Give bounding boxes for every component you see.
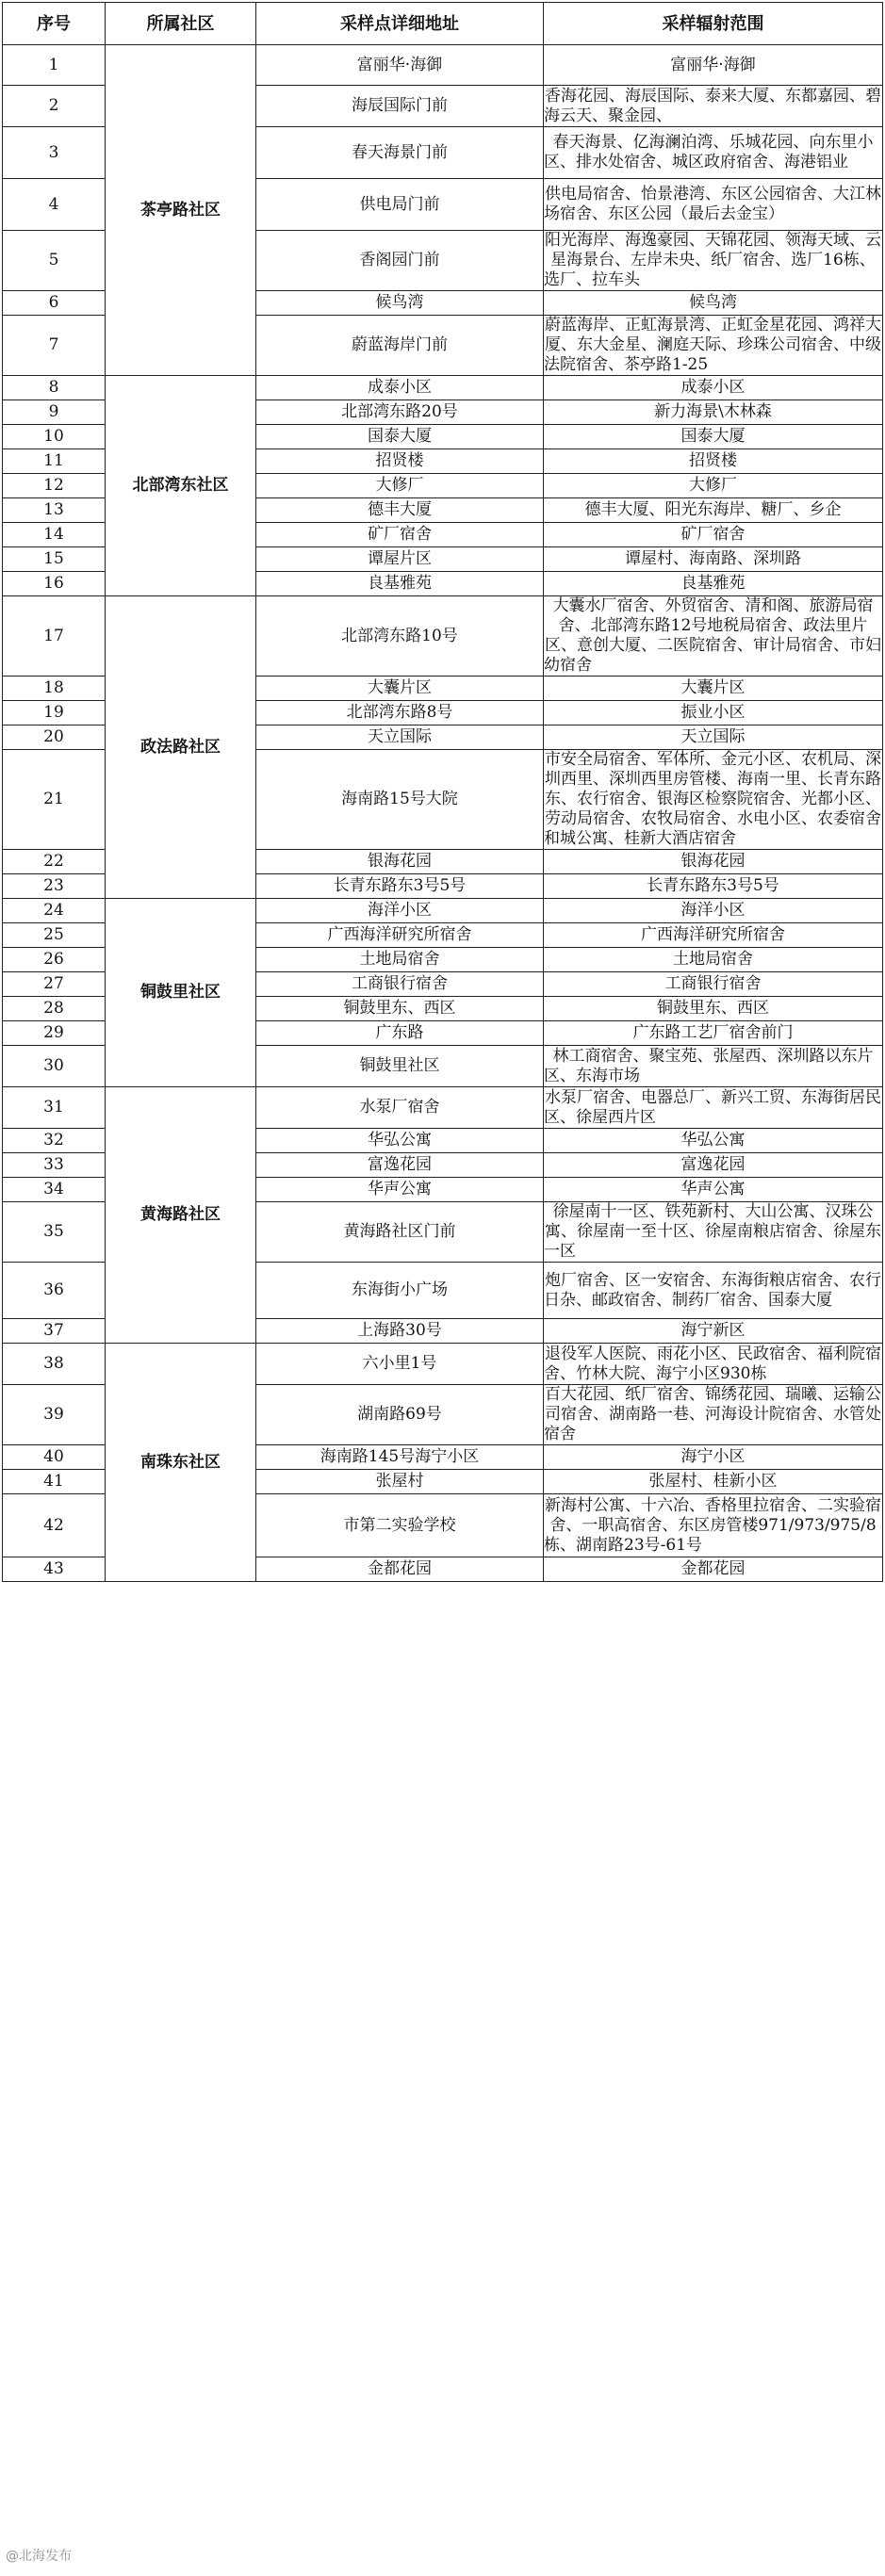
- area-cell: 华声公寓: [544, 1178, 883, 1202]
- row-index: 15: [3, 547, 106, 572]
- address-cell: 蔚蓝海岸门前: [256, 316, 544, 376]
- address-cell: 香阁园门前: [256, 231, 544, 291]
- row-index: 20: [3, 726, 106, 750]
- header-area: 采样辐射范围: [544, 3, 883, 45]
- area-cell: 谭屋村、海南路、深圳路: [544, 547, 883, 572]
- row-index: 31: [3, 1087, 106, 1129]
- address-cell: 国泰大厦: [256, 425, 544, 449]
- area-cell: 良基雅苑: [544, 572, 883, 596]
- row-index: 25: [3, 923, 106, 948]
- row-index: 21: [3, 750, 106, 850]
- row-index: 10: [3, 425, 106, 449]
- address-cell: 六小里1号: [256, 1344, 544, 1385]
- table-row: [3, 596, 883, 677]
- table-row: [3, 376, 883, 400]
- area-cell: 新力海景\木林森: [544, 400, 883, 425]
- row-index: 12: [3, 474, 106, 498]
- area-cell: 香海花园、海辰国际、泰来大厦、东都嘉园、碧海云天、聚金园、: [544, 86, 881, 125]
- address-cell: 谭屋片区: [256, 547, 544, 572]
- area-cell: 长青东路东3号5号: [544, 874, 883, 899]
- address-cell: 湖南路69号: [256, 1385, 544, 1445]
- address-cell: 招贤楼: [256, 449, 544, 474]
- row-index: 36: [3, 1263, 106, 1319]
- address-cell: 供电局门前: [256, 179, 544, 231]
- address-cell: 长青东路东3号5号: [256, 874, 544, 899]
- area-cell: 天立国际: [544, 726, 883, 750]
- area-cell: 华弘公寓: [544, 1129, 883, 1153]
- row-index: 38: [3, 1344, 106, 1385]
- header-address: 采样点详细地址: [256, 3, 544, 45]
- table-row: [3, 1087, 883, 1129]
- area-cell: 阳光海岸、海逸豪园、天锦花园、领海天域、云星海景台、左岸未央、纸厂宿舍、选厂16栋、选厂、拉车头: [544, 231, 881, 289]
- row-index: 13: [3, 498, 106, 523]
- address-cell: 海辰国际门前: [256, 86, 544, 127]
- address-cell: 广西海洋研究所宿舍: [256, 923, 544, 948]
- row-index: 29: [3, 1021, 106, 1046]
- row-index: 4: [3, 179, 106, 231]
- address-cell: 张屋村: [256, 1470, 544, 1494]
- community-cell: 黄海路社区: [106, 1087, 256, 1344]
- community-cell: 茶亭路社区: [106, 45, 256, 376]
- row-index: 3: [3, 127, 106, 179]
- row-index: 18: [3, 677, 106, 701]
- address-cell: 华弘公寓: [256, 1129, 544, 1153]
- address-cell: 北部湾东路20号: [256, 400, 544, 425]
- address-cell: 候鸟湾: [256, 291, 544, 316]
- address-cell: 华声公寓: [256, 1178, 544, 1202]
- row-index: 32: [3, 1129, 106, 1153]
- address-cell: 成泰小区: [256, 376, 544, 400]
- address-cell: 海南路145号海宁小区: [256, 1445, 544, 1470]
- row-index: 30: [3, 1046, 106, 1087]
- address-cell: 广东路: [256, 1021, 544, 1046]
- address-cell: 北部湾东路8号: [256, 701, 544, 726]
- row-index: 42: [3, 1494, 106, 1557]
- area-cell: 大囊水厂宿舍、外贸宿舍、清和阁、旅游局宿舍、北部湾东路12号地税局宿舍、政法里片区、意创大厦、二医院宿舍、审计局宿舍、市妇幼宿舍: [544, 596, 881, 675]
- address-cell: 良基雅苑: [256, 572, 544, 596]
- row-index: 6: [3, 291, 106, 316]
- address-cell: 海南路15号大院: [256, 750, 544, 850]
- area-cell: 土地局宿舍: [544, 948, 883, 972]
- area-cell: 退役军人医院、雨花小区、民政宿舍、福利院宿舍、竹林大院、海宁小区930栋: [544, 1344, 881, 1383]
- area-cell: 铜鼓里东、西区: [544, 997, 883, 1021]
- row-index: 7: [3, 316, 106, 376]
- area-cell: 矿厂宿舍: [544, 523, 883, 547]
- area-cell: 招贤楼: [544, 449, 883, 474]
- row-index: 11: [3, 449, 106, 474]
- row-index: 2: [3, 86, 106, 127]
- address-cell: 海洋小区: [256, 899, 544, 923]
- area-cell: 海宁小区: [544, 1445, 883, 1470]
- area-cell: 候鸟湾: [544, 291, 883, 316]
- address-cell: 工商银行宿舍: [256, 972, 544, 997]
- row-index: 23: [3, 874, 106, 899]
- row-index: 22: [3, 850, 106, 874]
- community-cell: 南珠东社区: [106, 1344, 256, 1582]
- area-cell: 海宁新区: [544, 1319, 883, 1344]
- area-cell: 大囊片区: [544, 677, 883, 701]
- area-cell: 新海村公寓、十六冶、香格里拉宿舍、二实验宿舍、一职高宿舍、东区房管楼971/973/975/8栋、湖南路23号-61号: [544, 1494, 883, 1557]
- address-cell: 铜鼓里东、西区: [256, 997, 544, 1021]
- address-cell: 富逸花园: [256, 1153, 544, 1178]
- area-cell: 百大花园、纸厂宿舍、锦绣花园、瑞曦、运输公司宿舍、湖南路一巷、河海设计院宿舍、水管处宿舍: [544, 1385, 881, 1443]
- row-index: 9: [3, 400, 106, 425]
- address-cell: 银海花园: [256, 850, 544, 874]
- address-cell: 黄海路社区门前: [256, 1202, 544, 1263]
- row-index: 24: [3, 899, 106, 923]
- area-cell: 林工商宿舍、聚宝苑、张屋西、深圳路以东片区、东海市场: [544, 1046, 883, 1087]
- area-cell: 炮厂宿舍、区一安宿舍、东海街粮店宿舍、农行日杂、邮政宿舍、制药厂宿舍、国泰大厦: [544, 1263, 883, 1319]
- address-cell: 大囊片区: [256, 677, 544, 701]
- address-cell: 东海街小广场: [256, 1263, 544, 1319]
- address-cell: 天立国际: [256, 726, 544, 750]
- table-row: [3, 1344, 883, 1385]
- community-cell: 铜鼓里社区: [106, 899, 256, 1087]
- area-cell: 富逸花园: [544, 1153, 883, 1178]
- table-row: [3, 45, 883, 86]
- row-index: 8: [3, 376, 106, 400]
- area-cell: 振业小区: [544, 701, 883, 726]
- row-index: 1: [3, 45, 106, 86]
- area-cell: 国泰大厦: [544, 425, 883, 449]
- area-cell: 工商银行宿舍: [544, 972, 883, 997]
- area-cell: 蔚蓝海岸、正虹海景湾、正虹金星花园、鸿祥大厦、东大金星、澜庭天际、珍珠公司宿舍、中级法院宿舍、茶亭路1-25: [544, 316, 881, 374]
- row-index: 26: [3, 948, 106, 972]
- table-row: [3, 899, 883, 923]
- area-cell: 金都花园: [544, 1557, 883, 1582]
- row-index: 5: [3, 231, 106, 291]
- row-index: 28: [3, 997, 106, 1021]
- address-cell: 德丰大厦: [256, 498, 544, 523]
- address-cell: 矿厂宿舍: [256, 523, 544, 547]
- row-index: 14: [3, 523, 106, 547]
- row-index: 43: [3, 1557, 106, 1582]
- area-cell: 成泰小区: [544, 376, 883, 400]
- area-cell: 富丽华·海御: [544, 45, 883, 86]
- area-cell: 市安全局宿舍、军体所、金元小区、农机局、深圳西里、深圳西里房管楼、海南一里、长青东路东、农行宿舍、银海区检察院宿舍、光都小区、劳动局宿舍、农牧局宿舍、水电小区、农委宿舍和城公寓、桂新大酒店宿舍: [544, 750, 881, 848]
- header-index: 序号: [3, 3, 106, 45]
- address-cell: 大修厂: [256, 474, 544, 498]
- row-index: 41: [3, 1470, 106, 1494]
- area-cell: 海洋小区: [544, 899, 883, 923]
- row-index: 17: [3, 596, 106, 677]
- area-cell: 徐屋南十一区、铁苑新村、大山公寓、汉珠公寓、徐屋南一至十区、徐屋南粮店宿舍、徐屋东一区: [544, 1202, 881, 1261]
- area-cell: 银海花园: [544, 850, 883, 874]
- area-cell: 供电局宿舍、怡景港湾、东区公园宿舍、大江林场宿舍、东区公园（最后去金宝）: [544, 179, 883, 231]
- row-index: 35: [3, 1202, 106, 1263]
- address-cell: 水泵厂宿舍: [256, 1087, 544, 1129]
- area-cell: 春天海景、亿海澜泊湾、乐城花园、向东里小区、排水处宿舍、城区政府宿舍、海港铝业: [544, 127, 883, 179]
- row-index: 34: [3, 1178, 106, 1202]
- area-cell: 广西海洋研究所宿舍: [544, 923, 883, 948]
- row-index: 40: [3, 1445, 106, 1470]
- area-cell: 大修厂: [544, 474, 883, 498]
- area-cell: 广东路工艺厂宿舍前门: [544, 1021, 883, 1046]
- header-row: [3, 3, 883, 45]
- sampling-sites-table: [2, 2, 883, 1582]
- row-index: 39: [3, 1385, 106, 1445]
- address-cell: 富丽华·海御: [256, 45, 544, 86]
- address-cell: 土地局宿舍: [256, 948, 544, 972]
- community-cell: 北部湾东社区: [106, 376, 256, 596]
- table-body: [3, 45, 883, 1582]
- address-cell: 金都花园: [256, 1557, 544, 1582]
- address-cell: 上海路30号: [256, 1319, 544, 1344]
- header-community: 所属社区: [106, 3, 256, 45]
- address-cell: 铜鼓里社区: [256, 1046, 544, 1087]
- address-cell: 市第二实验学校: [256, 1494, 544, 1557]
- row-index: 37: [3, 1319, 106, 1344]
- area-cell: 水泵厂宿舍、电器总厂、新兴工贸、东海街居民区、徐屋西片区: [544, 1087, 881, 1127]
- row-index: 16: [3, 572, 106, 596]
- area-cell: 德丰大厦、阳光东海岸、糖厂、乡企: [544, 498, 883, 523]
- row-index: 33: [3, 1153, 106, 1178]
- address-cell: 春天海景门前: [256, 127, 544, 179]
- community-cell: 政法路社区: [106, 596, 256, 899]
- row-index: 19: [3, 701, 106, 726]
- address-cell: 北部湾东路10号: [256, 596, 544, 677]
- weibo-watermark: @北海发布: [4, 2546, 74, 2565]
- area-cell: 张屋村、桂新小区: [544, 1470, 883, 1494]
- row-index: 27: [3, 972, 106, 997]
